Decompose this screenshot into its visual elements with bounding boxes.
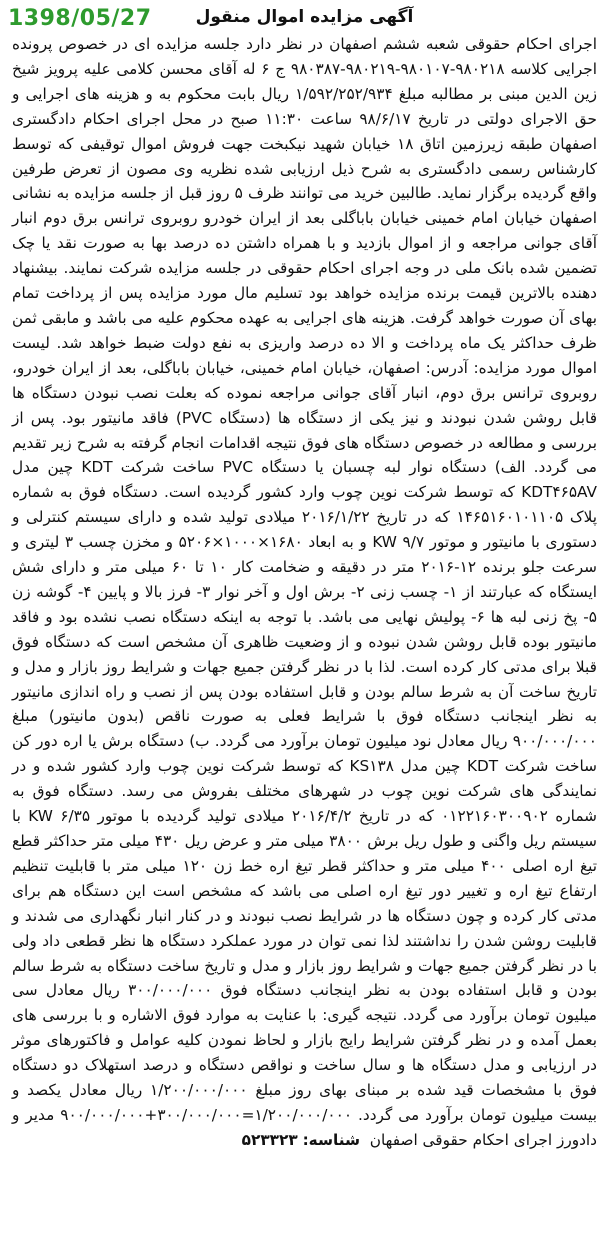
notice-body: [12, 32, 597, 1153]
footer-id-label: شناسه:: [302, 1130, 361, 1149]
footer-id-value: ۵۲۳۳۲۳: [241, 1130, 298, 1149]
body-text: اجرای احکام حقوقی شعبه ششم اصفهان در نظر دارد جلسه مزایده ای در خصوص پرونده اجرایی کلاسه ۹۸۰۲۱۸-۹۸۰۱۰۷-۹۸۰۲۱۹-۹۸۰۳۸۷ ج ۶ له آقای محسن کلامی علیه پرویز شیخ زین الدین مبنی بر مطالبه مبلغ ۱/۵۹۲/۲۵۲/۹۳۴ ریال بابت محکوم به و هزینه های اجرایی و حق الاجرای دولتی در تاریخ ۹۸/۶/۱۷ ساعت ۱۱:۳۰ صبح در محل اجرای احکام دادگستری اصفهان طبقه زیرزمین اتاق ۱۸ خیابان شهید نیکبخت جهت فروش اموال توقیفی که توسط کارشناس رسمی دادگستری به شرح ذیل ارزیابی شده نظریه وی مصون از تعرض طرفین واقع گردیده برگزار نماید. طالبین خرید می توانند ظرف ۵ روز قبل از جلسه مزایده به نشانی اصفهان خیابان امام خمینی خیابان باباگلی بعد از ایران خودرو روبروی ترانس برق دوم انبار آقای جوانی مراجعه و از اموال بازدید و با همراه داشتن ده درصد بها به صورت نقد یا چک تضمین شده بانک ملی در وجه اجرای احکام حقوقی در جلسه مزایده شرکت نمایند. بیشنهاد دهنده بالاترین قیمت برنده مزایده خواهد بود تسلیم مال مورد مزایده پس از پرداخت تمام بهای آن صورت خواهد گرفت. هزینه های اجرایی به عهده محکوم علیه می باشد و مابقی ثمن ظرف حداکثر یک ماه پرداخت و الا ده درصد واریزی به نفع دولت ضبط خواهد شد. لیست اموال مورد مزایده: آدرس: اصفهان، خیابان امام خمینی، خیابان باباگلی، بعد از ایران خودرو، روبروی ترانس برق دوم، انبار آقای جوانی مراجعه نموده که بعلت نصب نبودن دستگاه ها قابل روشن شدن نبودند و نیز یکی از دستگاه ها (دستگاه PVC) فاقد مانیتور بود. پس از بررسی و مطالعه در خصوص دستگاه های فوق نتیجه اقدامات انجام گرفته به شرح زیر تقدیم می گردد. الف) دستگاه نوار لبه چسبان یا دستگاه PVC ساخت شرکت KDT چین مدل KDT۴۶۵AV که توسط شرکت نوین چوب وارد کشور گردیده است. دستگاه فوق به شماره پلاک ۱۴۶۵۱۶۰۱۰۱۱۰۵ که در تاریخ ۲۰۱۶/۱/۲۲ میلادی تولید شده و دارای سیستم کنترلی و دستوری با مانیتور و موتور KW ۹/۷ و به ابعاد ۱۶۸۰×۱۰۰۰×۵۲۰۶ و مخزن چسب ۳ لیتری و سرعت جلو برنده ۱۲-۲۰۱۶ متر در دقیقه و ضخامت کار ۱۰ تا ۶۰ میلی متر و دارای شش ایستگاه که عبارتند از ۱- چسب زنی ۲- برش اول و آخر نوار ۳- فرز بالا و پایین ۴- گوشه زن ۵- پخ زنی لبه ها ۶- پولیش نهایی می باشد. با توجه به اینکه دستگاه نصب نشده بود و فاقد مانیتور بوده قابل روشن شدن نبوده و از وضعیت ظاهری آن مشخص است که دستگاه فوق قبلا برای مدتی کار کرده است. لذا با در نظر گرفتن جمیع جهات و شرایط روز بازار و مدل و تاریخ ساخت آن به شرط سالم بودن و قابل استفاده بودن پس از نصب و راه اندازی مانیتور به نظر اینجانب دستگاه فوق با شرایط فعلی به صورت ناقص (بدون مانیتور) مبلغ ۹۰۰/۰۰۰/۰۰۰ ریال معادل نود میلیون تومان برآورد می گردد. ب) دستگاه برش یا اره دور کن ساخت شرکت KDT چین مدل KS۱۳۸ که توسط شرکت نوین چوب وارد کشور شده و در نمایندگی های شرکت نوین چوب در شهرهای مختلف بفروش می رسد. دستگاه فوق به شماره ۰۱۲۲۱۶۰۳۰۰۹۰۲ که در تاریخ ۲۰۱۶/۴/۲ میلادی تولید گردیده با موتور KW ۶/۳۵ با سیستم ریل واگنی و طول ریل برش ۳۸۰۰ میلی متر و عرض ریل ۴۳۰ میلی متر حداکثر قطع تیغ اره اصلی ۴۰۰ میلی متر و حداکثر قطر تیغ اره خط زن ۱۲۰ میلی متر با قابلیت تنظیم ارتفاع تیغ اره و تغییر دور تیغ اره اصلی می باشد که مشخص است این دستگاه هم برای مدتی کار کرده و چون دستگاه ها در شرایط نصب نبودند و در کنار انبار نگهداری می شدند و قابلیت روشن شدن را نداشتند لذا نمی توان در مورد عملکرد دستگاه ها نظر قطعی داد ولی با در نظر گرفتن جمیع جهات و شرایط روز بازار و مدل و تاریخ ساخت دستگاه به شرط سالم بودن و قابل استفاده بودن به نظر اینجانب دستگاه فوق ۳۰۰/۰۰۰/۰۰۰ ریال معادل سی میلیون تومان برآورد می گردد. نتیجه گیری: با عنایت به موارد فوق الاشاره و با بررسی های بعمل آمده و در نظر گرفتن شرایط رایج بازار و لحاظ نمودن کلیه عوامل و فاکتورهای موثر در ارزیابی و مدل دستگاه ها و سال ساخت و نواقص دستگاه و درصد استهلاک دو دستگاه فوق با مشخصات قید شده بر مبنای بهای روز مبلغ ۱/۲۰۰/۰۰۰/۰۰۰ ریال معادل یکصد و بیست میلیون تومان برآورد می گردد. ۱/۲۰۰/۰۰۰/۰۰۰=۳۰۰/۰۰۰/۰۰۰+۹۰۰/۰۰۰/۰۰۰ مدیر و دادورز اجرای احکام حقوقی اصفهان: [12, 35, 598, 1149]
body-paragraph: [12, 32, 597, 1153]
date-stamp: 1398/05/27: [8, 6, 152, 31]
notice-title: آگهی مزایده اموال منقول: [195, 7, 414, 27]
